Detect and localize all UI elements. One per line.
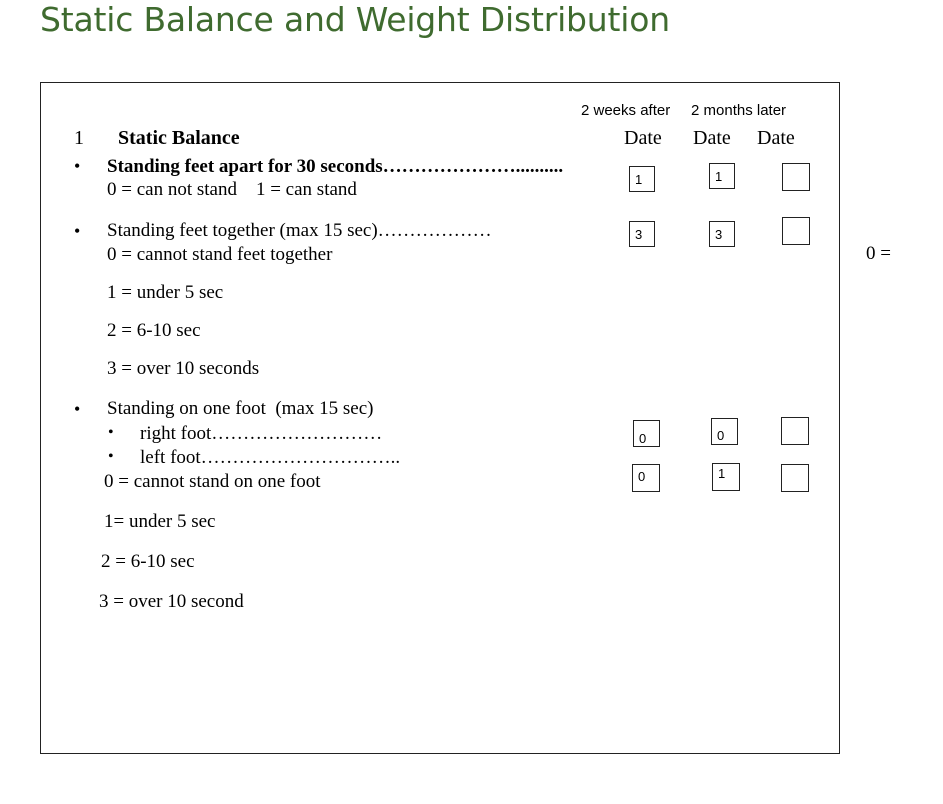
- score-box-feet-together-1[interactable]: 3: [629, 221, 655, 247]
- score-box-feet-apart-1[interactable]: 1: [629, 166, 655, 192]
- score-box-left-foot-3[interactable]: [781, 464, 809, 492]
- subitem-right-foot-label: right foot………………………: [140, 423, 383, 444]
- item-one-foot-score-2: 2 = 6-10 sec: [101, 551, 195, 572]
- margin-text: 0 =: [866, 243, 891, 264]
- bullet-marker: •: [74, 221, 81, 241]
- bullet-marker: •: [74, 156, 81, 176]
- score-box-feet-apart-2[interactable]: 1: [709, 163, 735, 189]
- column-note-2-months: 2 months later: [691, 102, 787, 119]
- item-one-foot-score-3: 3 = over 10 second: [99, 591, 244, 612]
- score-box-right-foot-3[interactable]: [781, 417, 809, 445]
- item-one-foot-score-0: 0 = cannot stand on one foot: [104, 471, 321, 492]
- subitem-left-foot-label: left foot…………………………..: [140, 447, 401, 468]
- item-one-foot-score-1: 1= under 5 sec: [104, 511, 216, 532]
- item-feet-apart-scores: 0 = can not stand 1 = can stand: [107, 179, 357, 200]
- column-header-date-3: Date: [757, 127, 795, 149]
- score-box-feet-together-2[interactable]: 3: [709, 221, 735, 247]
- item-feet-together-score-0: 0 = cannot stand feet together: [107, 244, 333, 265]
- column-header-date-1: Date: [624, 127, 662, 149]
- bullet-marker: •: [74, 399, 81, 419]
- score-box-feet-apart-3[interactable]: [782, 163, 810, 191]
- item-feet-apart-label: Standing feet apart for 30 seconds…………………..........: [107, 156, 564, 177]
- sub-bullet-marker: •: [108, 448, 114, 465]
- score-box-feet-together-3[interactable]: [782, 217, 810, 245]
- item-feet-together-score-3: 3 = over 10 seconds: [107, 358, 260, 379]
- page-title: Static Balance and Weight Distribution: [40, 0, 670, 39]
- item-feet-together-score-1: 1 = under 5 sec: [107, 282, 224, 303]
- score-box-right-foot-1[interactable]: 0: [633, 420, 660, 447]
- item-one-foot-label: Standing on one foot (max 15 sec): [107, 398, 374, 419]
- column-header-date-2: Date: [693, 127, 731, 149]
- score-box-left-foot-2[interactable]: 1: [712, 463, 740, 491]
- score-box-right-foot-2[interactable]: 0: [711, 418, 738, 445]
- score-box-left-foot-1[interactable]: 0: [632, 464, 660, 492]
- section-number: 1: [74, 127, 84, 149]
- sub-bullet-marker: •: [108, 424, 114, 441]
- item-feet-together-score-2: 2 = 6-10 sec: [107, 320, 201, 341]
- column-note-2-weeks: 2 weeks after: [581, 102, 671, 119]
- item-feet-together-label: Standing feet together (max 15 sec)………………: [107, 220, 492, 241]
- section-heading: Static Balance: [118, 127, 240, 149]
